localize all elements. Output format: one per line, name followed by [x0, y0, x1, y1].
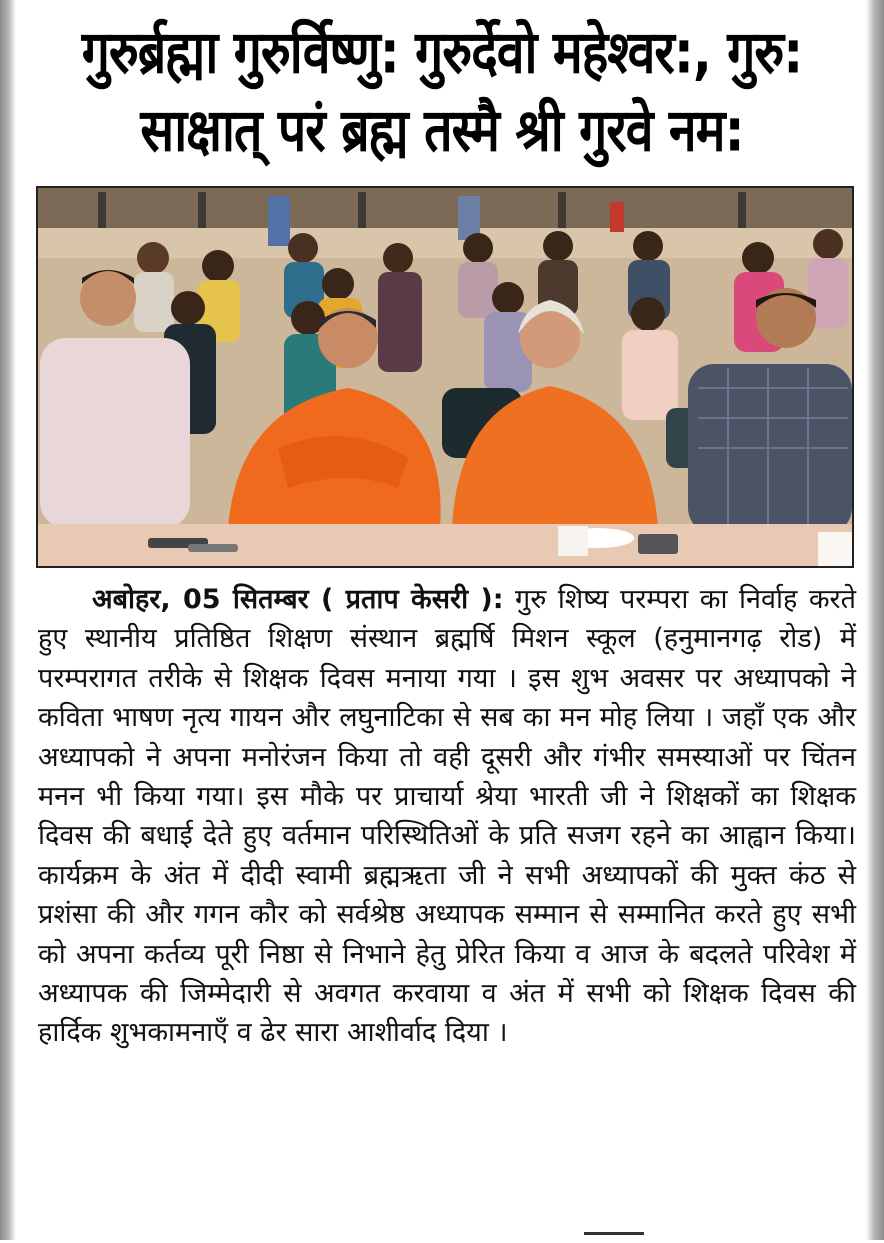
page-left-edge — [0, 0, 16, 1240]
article-dateline: अबोहर, 05 सितम्बर ( प्रताप केसरी ): — [92, 584, 504, 615]
page-right-edge — [866, 0, 884, 1240]
headline — [24, 18, 860, 165]
article-text: गुरु शिष्य परम्परा का निर्वाह करते हुए स्थानीय प्रतिष्ठित शिक्षण संस्थान ब्रह्मर्षि मिशन स्कूल (हनुमानगढ़ रोड) में परम्परागत तरीके से शिक्षक दिवस मनाया गया । इस शुभ अवसर पर अध्यापको ने कविता भाषण नृत्य गायन और लघुनाटिका से सब का मन मोह लिया । जहाँ एक और अध्यापको ने अपना मनोरंजन किया तो वही दूसरी और गंभीर समस्याओं पर चिंतन मनन भी किया गया। इस मौके पर प्राचार्या श्रेया भारती जी ने शिक्षकों का शिक्षक दिवस की बधाई देते हुए वर्तमान परिस्थितिओं के प्रति सजग रहने का आह्वान किया। कार्यक्रम के अंत में दीदी स्वामी ब्रह्मऋता जी ने सभी अध्यापकों की मुक्त कंठ से प्रशंसा की और गगन कौर को सर्वश्रेष्ठ अध्यापक सम्मान से सम्मानित करते हुए सभी को अपना कर्तव्य पूरी निष्ठा से निभाने हेतु प्रेरित किया व आज के बदलते परिवेश में अध्यापक की जिम्मेदारी से अवगत करवाया व अंत में सभी को शिक्षक दिवस की हार्दिक शुभकामनाएँ व ढेर सारा आशीर्वाद दिया । — [38, 584, 856, 1049]
headline-line-1: गुरुर्ब्रह्मा गुरुर्विष्णु: गुरुर्देवो महेश्वर:, गुरु: — [81, 18, 803, 87]
footer-rule — [584, 1232, 644, 1243]
article-body — [38, 580, 856, 1053]
newspaper-clipping — [24, 0, 860, 1240]
headline-line-2: साक्षात् परं ब्रह्म तस्मै श्री गुरवे नम: — [140, 96, 744, 165]
group-photo — [36, 186, 854, 568]
